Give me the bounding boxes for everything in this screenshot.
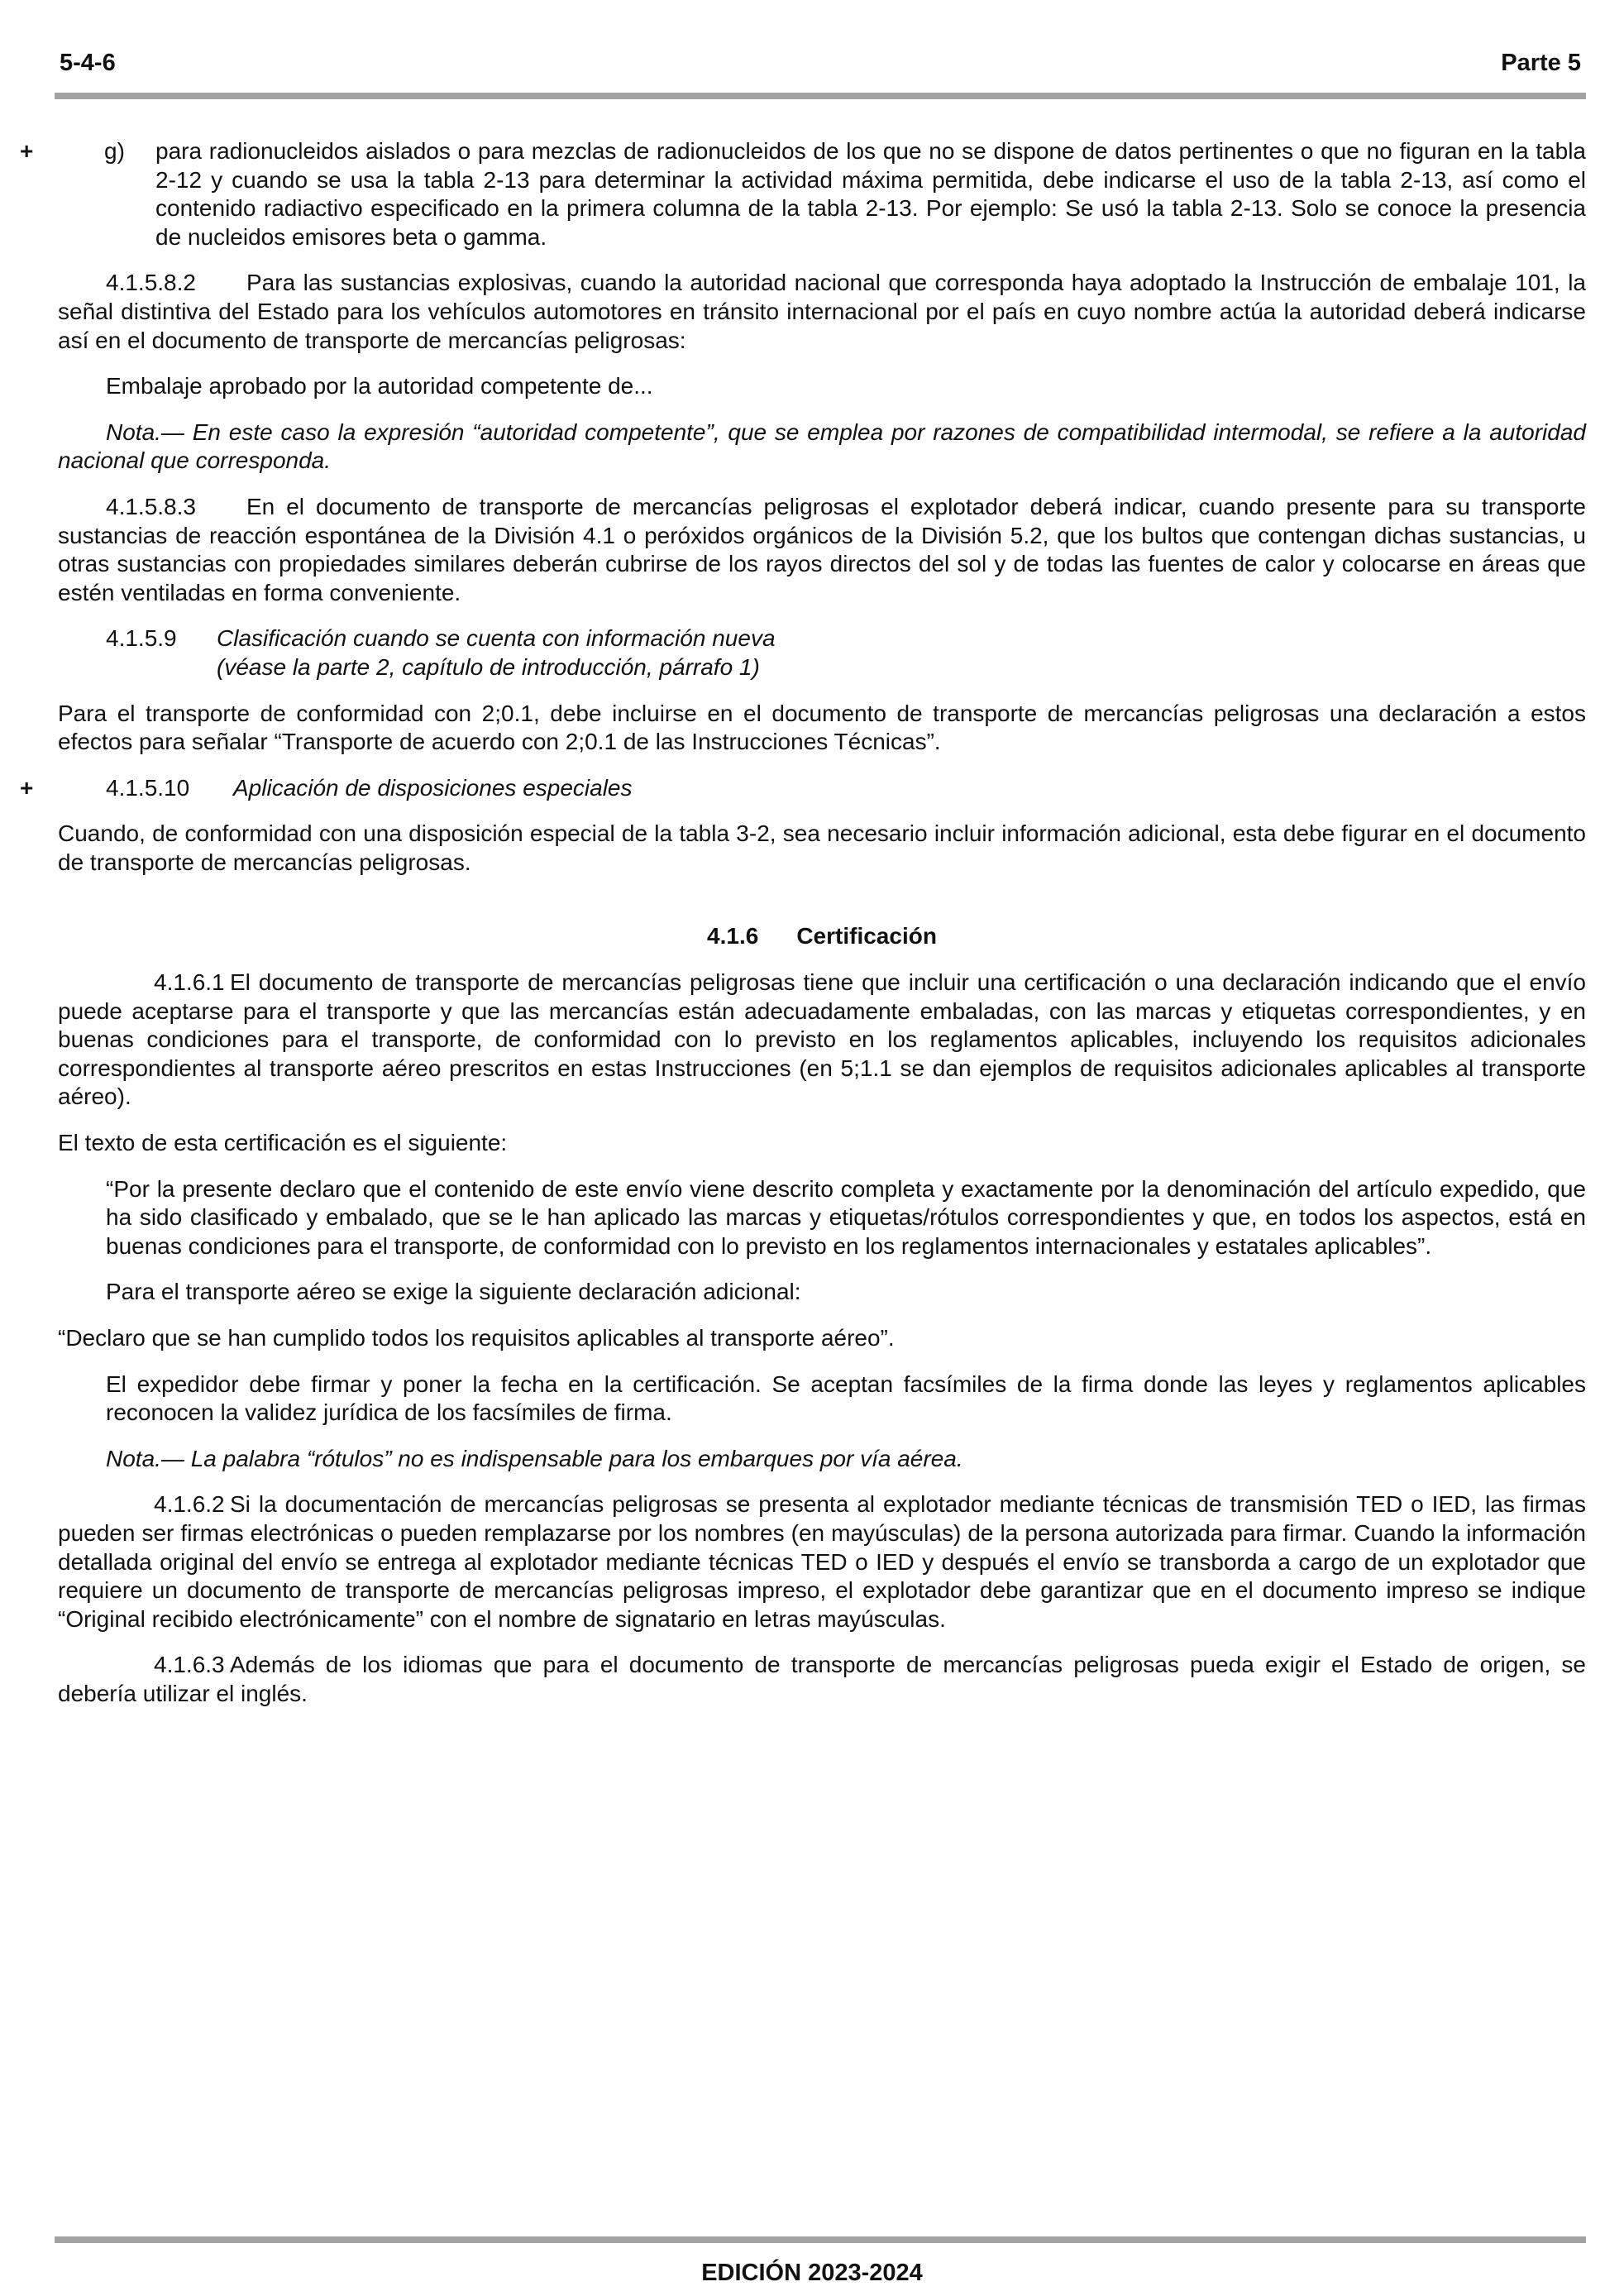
note-text: La palabra “rótulos” no es indispensable para los embarques por vía aérea. [190,1445,963,1471]
para-4-1-5-9-text: Para el transporte de conformidad con 2;0.1, debe incluirse en el documento de transporte de mercancías peligrosas una declaración a estos efectos para señalar “Transporte de acuerdo con 2;0.1 de las Instrucciones Técnicas”. [58,700,1586,755]
heading-4-1-5-9 [58,624,1586,682]
para-number: 4.1.6.1 [154,969,225,996]
page-content [20,137,1586,1709]
para-4-1-5-8-2 [58,269,1586,355]
certification-intro: El texto de esta certificación es el siguiente: [58,1130,508,1156]
para-4-1-6-2 [58,1490,1586,1634]
certification-quote: “Por la presente declaro que el contenido de este envío viene descrito completa y exactamente por la denominación del artículo expedido, que ha sido clasificado y embalado, que se le han aplicado las marcas y etiquetas/rótulos correspondientes y que, en todos los aspectos, está en buenas condiciones para el transporte, de conformidad con lo previsto en los reglamentos internacionales y estatales aplicables”. [106,1175,1586,1259]
item-g-text: para radionucleidos aislados o para mezclas de radionucleidos de los que no se dispone de datos pertinentes o que no figuran en la tabla 2-12 y cuando se usa la tabla 2-13 para determinar la actividad máxima permitida, debe indicarse el uso de la tabla 2-13, así como el contenido radiactivo especificado en la primera columna de la tabla 2-13. Por ejemplo: Se usó la tabla 2-13. Solo se conoce la presencia de nucleidos emisores beta o gamma. [155,138,1586,250]
note-4-1-5-8-2 [58,419,1586,476]
item-g [20,137,1586,251]
revision-mark: + [20,138,34,164]
section-number: 4.1.6 [707,923,759,949]
note-label: Nota.— [106,1445,184,1471]
page-header [56,50,1584,83]
para-text: En el documento de transporte de mercancías peligrosas el explotador deberá indicar, cuando presente para su transporte sustancias de reacción espontánea de la División 4.1 o peróxidos orgánicos de la División 5.2, que los bultos que contengan dichas sustancias, u otras sustancias con propiedades similares deberán cubrirse de los rayos directos del sol y de todas las fuentes de calor y colocarse en áreas que estén ventiladas en forma conveniente. [58,493,1586,605]
revision-mark: + [20,774,34,801]
heading-subtitle: (véase la parte 2, capítulo de introducción, párrafo 1) [217,653,760,680]
air-declaration-intro: Para el transporte aéreo se exige la siguiente declaración adicional: [106,1279,801,1305]
part-label: Parte 5 [1501,50,1581,76]
para-number: 4.1.5.8.3 [106,493,196,519]
air-declaration: “Declaro que se han cumplido todos los requisitos aplicables al transporte aéreo”. [58,1325,895,1351]
page-number: 5-4-6 [60,50,116,76]
para-number: 4.1.6.2 [154,1491,225,1518]
signature-text: El expedidor debe firmar y poner la fecha en la certificación. Se aceptan facsímiles de la firma donde las leyes y reglamentos aplicables reconocen la validez jurídica de los facsímiles de firma. [106,1370,1586,1426]
header-rule [55,93,1586,99]
para-4-1-6-1 [58,969,1586,1112]
edition-footer: EDICIÓN 2023-2024 [701,2260,923,2286]
section-title: Certificación [796,923,937,949]
item-g-label: g) [104,138,125,164]
para-number: 4.1.6.3 [154,1652,225,1678]
section-heading-4-1-6 [58,922,1586,951]
heading-number: 4.1.5.10 [106,774,190,801]
heading-4-1-5-10 [20,774,1586,803]
para-text: El documento de transporte de mercancías peligrosas tiene que incluir una certificación o una declaración indicando que el envío puede aceptarse para el transporte y que las mercancías están adecuadamente embaladas, con las marcas y etiquetas correspondientes, y en buenas condiciones para el transporte, de conformidad con lo previsto en los reglamentos aplicables, incluyendo los requisitos adicionales correspondientes al transporte aéreo prescritos en estas Instrucciones (en 5;1.1 se dan ejemplos de requisitos adicionales aplicables al transporte aéreo). [58,969,1586,1110]
note-4-1-6-1 [58,1445,1586,1474]
example-text: Embalaje aprobado por la autoridad competente de... [106,373,653,399]
para-text: Si la documentación de mercancías peligrosas se presenta al explotador mediante técnicas de transmisión TED o IED, las firmas pueden ser firmas electrónicas o pueden remplazarse por los nombres (en mayúsculas) de la persona autorizada para firmar. Cuando la información detallada original del envío se entrega al explotador mediante técnicas TED o IED y después el envío se transborda a cargo de un explotador que requiere un documento de transporte de mercancías peligrosas impreso, el explotador debe garantizar que en el documento impreso se indique “Original recibido electrónicamente” con el nombre de signatario en letras mayúsculas. [58,1491,1586,1632]
para-text: Para las sustancias explosivas, cuando la autoridad nacional que corresponda haya adoptado la Instrucción de embalaje 101, la señal distintiva del Estado para los vehículos automotores en tránsito internacional por el país en cuyo nombre actúa la autoridad deberá indicarse así en el documento de transporte de mercancías peligrosas: [58,270,1586,353]
heading-title: Clasificación cuando se cuenta con información nueva [217,625,776,652]
heading-number: 4.1.5.9 [106,625,177,652]
heading-title: Aplicación de disposiciones especiales [233,774,633,801]
para-text: Además de los idiomas que para el documento de transporte de mercancías peligrosas pueda exigir el Estado de origen, se debería utilizar el inglés. [58,1652,1586,1706]
para-4-1-5-8-3 [58,493,1586,607]
note-label: Nota.— [106,419,184,445]
footer-rule [55,2236,1586,2243]
para-number: 4.1.5.8.2 [106,270,196,296]
note-text: En este caso la expresión “autoridad competente”, que se emplea por razones de compatibilidad intermodal, se refiere a la autoridad nacional que corresponda. [58,419,1586,474]
para-4-1-5-10-text: Cuando, de conformidad con una disposición especial de la tabla 3-2, sea necesario incluir información adicional, esta debe figurar en el documento de transporte de mercancías peligrosas. [58,820,1586,875]
para-4-1-6-3 [58,1651,1586,1708]
